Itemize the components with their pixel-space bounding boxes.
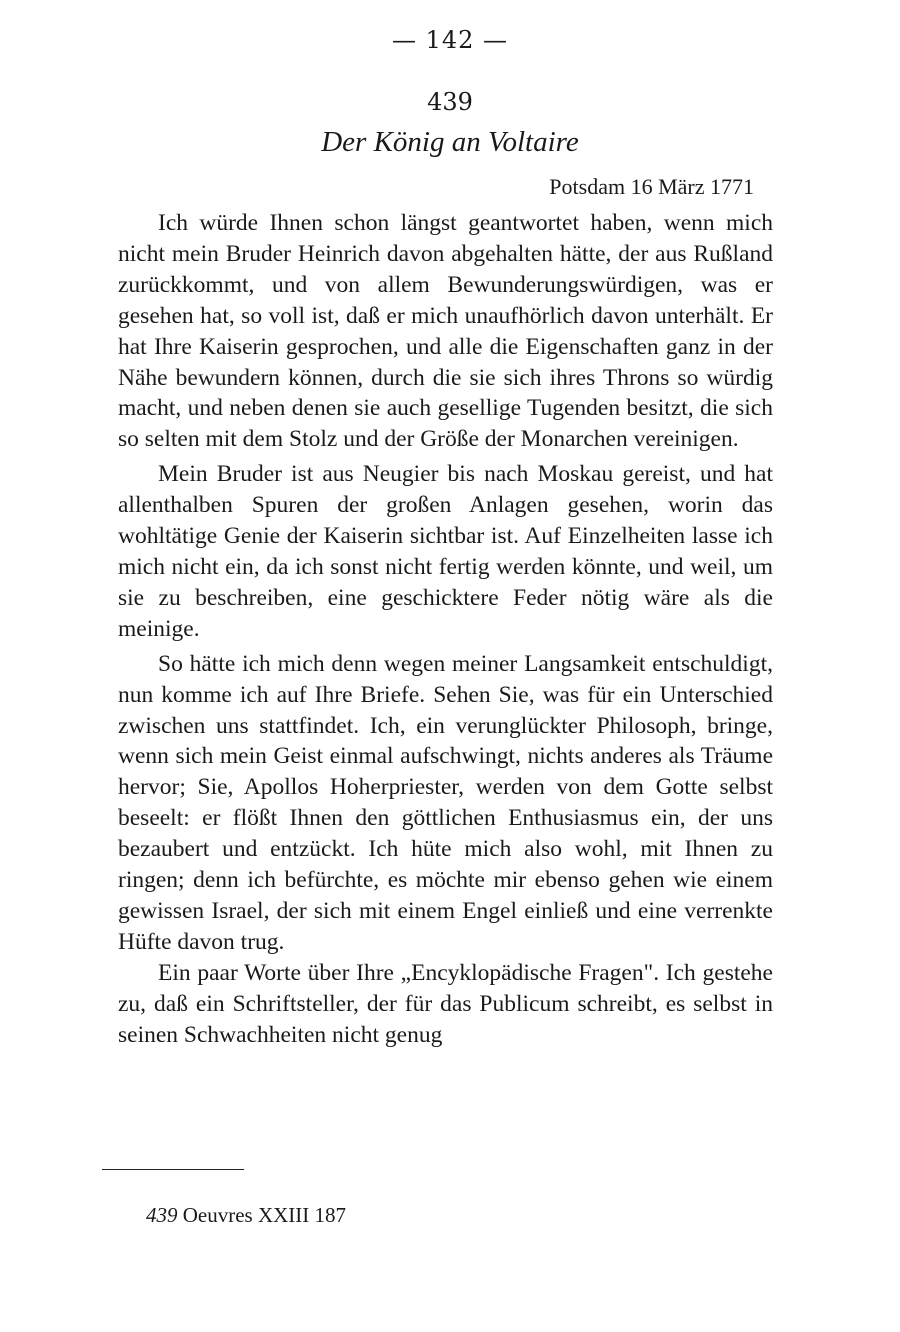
footnote-number: 439 xyxy=(146,1203,178,1227)
letter-body xyxy=(118,208,773,1050)
paragraph: Mein Bruder ist aus Neugier bis nach Moskau gereist, und hat allenthalben Spuren der großen Anlagen gesehen, worin das wohltätige Genie der Kaiserin sichtbar ist. Auf Einzelheiten lasse ich mich nicht ein, da ich sonst nicht fertig werden könnte, und weil, um sie zu beschreiben, eine geschicktere Feder nötig wäre als die meinige. xyxy=(118,461,773,642)
paragraph: So hätte ich mich denn wegen meiner Langsamkeit entschuldigt, nun komme ich auf Ihre Briefe. Sehen Sie, was für ein Unterschied zwischen uns stattfindet. Ich, ein verunglückter Philosoph, bringe, wenn sich mein Geist einmal aufschwingt, nichts anderes als Träume hervor; Sie, Apollos Hoherpriester, werden von dem Gotte selbst beseelt: er flößt Ihnen den göttlichen Enthusiasmus ein, der uns bezaubert und entzückt. Ich hüte mich also wohl, mit Ihnen zu ringen; denn ich befürchte, es möchte mir ebenso gehen wie einem gewissen Israel, der sich mit einem Engel einließ und eine verrenkte Hüfte davon trug. xyxy=(118,650,773,955)
letter-dateline: Potsdam 16 März 1771 xyxy=(549,174,754,199)
footnote-text: Oeuvres XXIII 187 xyxy=(182,1203,347,1227)
footnote-divider xyxy=(102,1169,244,1170)
paragraph: Ich würde Ihnen schon längst geantwortet haben, wenn mich nicht mein Bruder Heinrich davon abgehalten hätte, der aus Rußland zurückkommt, und von allem Bewunderungswürdigen, was er gesehen hat, so voll ist, daß er mich unaufhörlich davon unterhält. Er hat Ihre Kaiserin gesprochen, und alle die Eigenschaften ganz in der Nähe bewundern können, durch die sie sich ihres Throns so würdig macht, und neben denen sie auch gesellige Tugenden besitzt, die sich so selten mit dem Stolz und der Größe der Monarchen vereinigen. xyxy=(118,210,773,453)
letter-title: Der König an Voltaire xyxy=(321,126,579,158)
footnote xyxy=(146,1203,346,1228)
letter-number: 439 xyxy=(427,88,473,116)
page-number: — 142 — xyxy=(391,26,509,54)
paragraph: Ein paar Worte über Ihre „Encyklopädische Fragen". Ich gestehe zu, daß ein Schriftsteller, der für das Publicum schreibt, es selbst in seinen Schwachheiten nicht genug xyxy=(118,959,773,1048)
